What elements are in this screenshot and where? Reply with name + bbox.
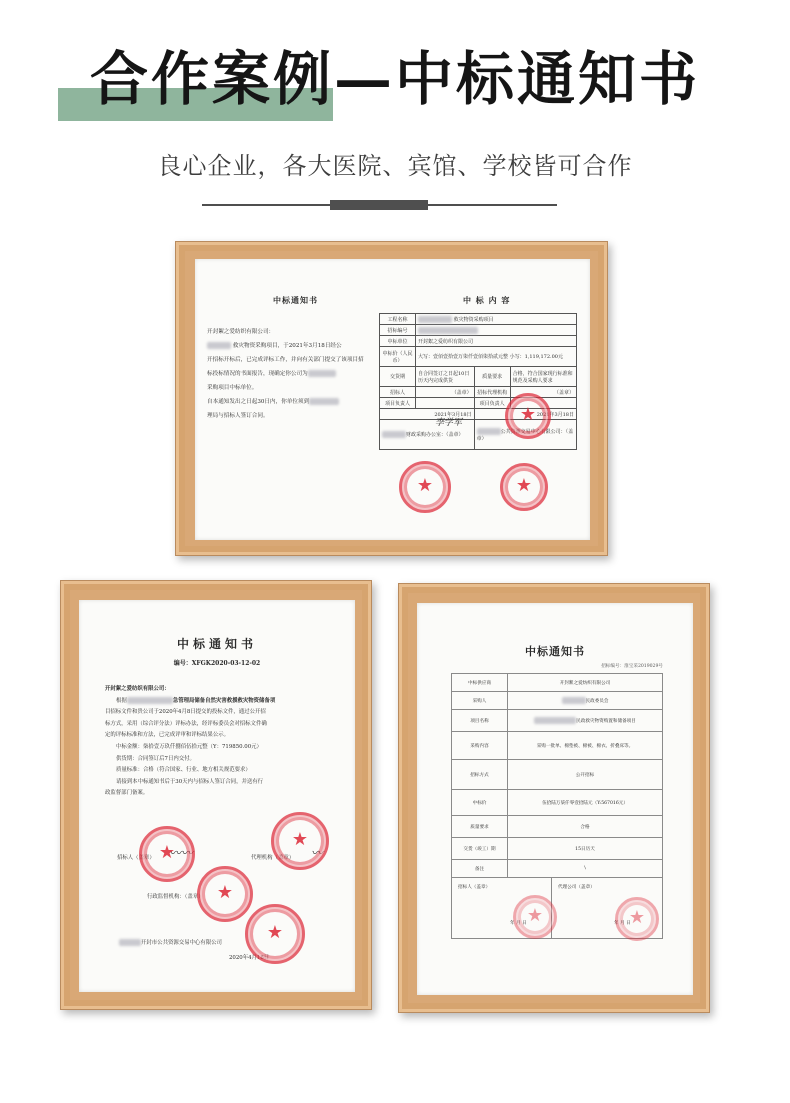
table-row: 交货期 自合同签订之日起10日历天内完成供货 质量要求 合格，符合国家现行标准和规范及采购人要求 — [380, 367, 577, 387]
table-row: 采购人 民政委员会 — [452, 692, 663, 710]
doc2-center: 开封市公共资源交易中心有限公司 — [119, 938, 222, 946]
doc1-line: 开招标开标后，已完成评标工作，并向有关部门提交了该项目招 — [207, 357, 364, 363]
doc2-supervisor: 行政监督机构：（盖章） — [147, 894, 204, 900]
table-row: 中标价（人民币） 大写：壹佰壹拾壹万柒仟壹佰柒拾贰元整 小写：1,119,172.00元 — [380, 347, 577, 367]
doc1-left-title: 中标通知书 — [273, 295, 318, 305]
doc1-line: 采购项目中标单位。 — [207, 385, 258, 391]
doc3-title: 中标通知书 — [525, 645, 585, 658]
doc1-signature: 李学军 — [435, 418, 463, 428]
table-row: 中标供应商 开封絮之爱纺织有限公司 — [452, 674, 663, 692]
table-row: 中标价 伍拾陆万柒仟零壹拾陆元（Y:567016元） — [452, 790, 663, 816]
doc2-line: 定的评标标准和方法，已完成评审和评标结果公示。 — [105, 732, 229, 739]
certificate-frame-2 — [60, 580, 372, 1010]
table-row: 招标方式 公开招标 — [452, 760, 663, 790]
doc1-line: 救灾物资采购项目，于2021年3月18日经公 — [207, 339, 377, 353]
doc1-award-table — [379, 313, 577, 450]
doc2-number: 编号：XFGK2020-03-12-02 — [173, 660, 261, 667]
doc3-number: 招标编号：淮宝采2019029号 — [601, 664, 663, 669]
table-row: 项目名称 民政救灾物资购置和储备项目 — [452, 710, 663, 732]
table-row: 财政采购办公室：（盖章） 公共资源交易中心有限公司：（盖章） — [380, 420, 577, 450]
divider-bar — [330, 200, 428, 210]
red-seal-stamp: ★ — [513, 895, 557, 939]
page-title: 合作案例—中标通知书 — [89, 45, 700, 113]
certificate-frame-1 — [175, 241, 608, 556]
doc1-line: 理局与招标人签订合同。 — [207, 413, 269, 419]
red-seal-stamp: ★ — [399, 461, 451, 513]
doc2-tenderer: 招标人（盖章） — [117, 855, 155, 861]
doc2-line: 目招标文件和贵公司于2020年4月8日提交的投标文件，通过公开招 — [105, 709, 266, 716]
certificate-document-3 — [417, 603, 693, 995]
doc1-right-title: 中 标 内 容 — [463, 295, 511, 305]
table-row: 项目负责人 项目负责人 — [380, 398, 577, 409]
doc2-signature: 〰〰 — [169, 846, 194, 860]
table-row: 招标编号 — [380, 325, 577, 336]
table-row: 工程名称 救灾物资采购项目 — [380, 314, 577, 325]
table-row: 质量要求 合格 — [452, 816, 663, 838]
doc2-agent: 代理机构（盖章） — [251, 855, 295, 861]
doc1-body-text — [207, 325, 377, 423]
table-row: 备注 \ — [452, 860, 663, 878]
doc2-signature: 〰 — [311, 846, 324, 860]
certificate-document-2 — [79, 600, 355, 992]
table-row: 采购内容 采购一批单、棉垫被、棉被、棉衣、折叠床等。 — [452, 732, 663, 760]
doc2-body-text — [105, 684, 337, 800]
doc2-line: 政监督部门备案。 — [105, 790, 149, 797]
red-seal-stamp: ★ — [500, 463, 548, 511]
table-row: 招标人 （盖章） 招标代理机构 （盖章） — [380, 387, 577, 398]
table-row: 中标单位 开封絮之爱纺织有限公司 — [380, 336, 577, 347]
doc2-addressee: 开封絮之爱纺织有限公司： — [105, 686, 170, 692]
doc2-date: 2020年4月18日 — [229, 955, 270, 961]
doc2-line: 根据 急管理局储备自然灾害救援救灾物资储备项 — [116, 697, 276, 704]
doc2-line: 中标金额：柒拾壹万玖仟捌佰伍拾元整（Y：719850.00元） — [116, 743, 262, 750]
red-seal-stamp: ★ — [271, 812, 329, 870]
doc3-date-left: 年 月 日 — [510, 921, 527, 926]
table-row: 交货（竣工）期 15日历天 — [452, 838, 663, 860]
table-row: 2021年3月18日 2021年3月18日 — [380, 409, 577, 420]
doc2-title: 中标通知书 — [176, 637, 257, 651]
doc3-date-right: 年 月 日 — [614, 921, 631, 926]
page-subtitle: 良心企业，各大医院、宾馆、学校皆可合作 — [157, 152, 633, 180]
certificate-frame-3 — [398, 583, 710, 1013]
red-seal-stamp: ★ — [197, 866, 253, 922]
certificate-document-1 — [195, 259, 590, 540]
red-seal-stamp: ★ — [245, 904, 305, 964]
doc2-line: 供货期：合同签订后7日内交付。 — [116, 755, 195, 762]
doc3-sign-left: 招标人（盖章） — [458, 885, 491, 890]
doc2-line: 质量标准：合格（符合国家、行业、地方相关规范要求） — [116, 767, 251, 774]
doc2-line: 标方式，采用（综合评分法）评标办法，经评标委员会对招标文件确 — [105, 720, 267, 727]
red-seal-stamp: ★ — [615, 897, 659, 941]
doc3-sign-right: 代理公司（盖章） — [558, 885, 595, 890]
red-seal-stamp: ★ — [139, 826, 195, 882]
doc1-line: 标投标情况的书面报告，现确定你公司为 — [207, 367, 377, 381]
red-seal-stamp: ★ — [505, 393, 551, 439]
doc1-line: 开封絮之爱纺织有限公司： — [207, 329, 275, 335]
doc1-line: 自本通知发出之日起30日内，你单位须到 — [207, 395, 377, 409]
doc2-line: 请接到本中标通知书后于30天内与招标人签订合同，并送有行 — [116, 778, 264, 785]
